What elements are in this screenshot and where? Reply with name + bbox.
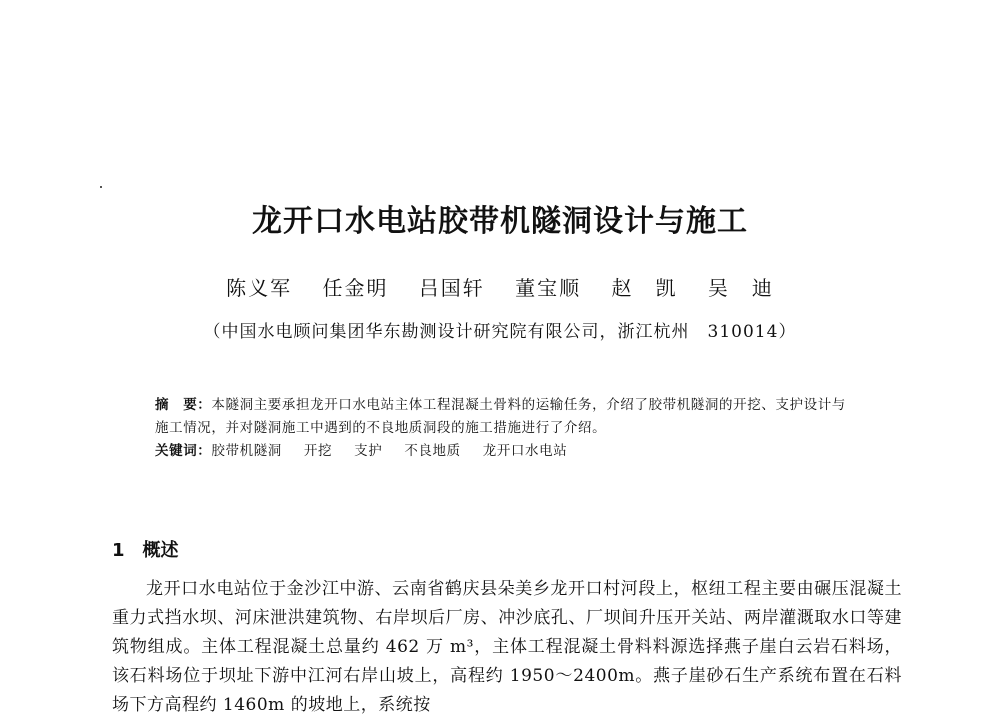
- abstract-text: 本隧洞主要承担龙开口水电站主体工程混凝土骨料的运输任务，介绍了胶带机隧洞的开挖、支护设计与施工情况，并对隧洞施工中遇到的不良地质洞段的施工措施进行了介绍。: [155, 397, 846, 436]
- author: 吕国轩: [418, 276, 485, 300]
- body-paragraph: 龙开口水电站位于金沙江中游、云南省鹤庆县朵美乡龙开口村河段上，枢纽工程主要由碾压混凝土重力式挡水坝、河床泄洪建筑物、右岸坝后厂房、冲沙底孔、厂坝间升压开关站、两岸灌溉取水口等建筑物组成。主体工程混凝土总量约 462 万 m³，主体工程混凝土骨料料源选择燕子崖白云岩石料场，该石料场位于坝址下游中江河右岸山坡上，高程约 1950～2400m。燕子崖砂石生产系统布置在石料场下方高程约 1460m 的坡地上，系统按: [112, 579, 902, 715]
- abstract-block: [155, 394, 855, 463]
- keywords-label: 关键词：: [155, 443, 212, 459]
- author: 任金明: [322, 276, 389, 300]
- keyword: 不良地质: [404, 443, 461, 459]
- author: 吴 迪: [707, 276, 774, 300]
- author: 赵 凯: [611, 276, 678, 300]
- keywords: [155, 440, 855, 463]
- keyword: 胶带机隧洞: [211, 443, 282, 459]
- section-number: 1: [112, 540, 125, 561]
- section-heading: [112, 536, 179, 562]
- scan-speck: [100, 186, 102, 188]
- paper-title: 龙开口水电站胶带机隧洞设计与施工: [252, 204, 748, 239]
- author-list: [0, 272, 1000, 301]
- abstract-label: 摘 要：: [155, 397, 212, 413]
- keyword: 开挖: [303, 443, 333, 459]
- affiliation: （中国水电顾问集团华东勘测设计研究院有限公司，浙江杭州 310014）: [203, 322, 797, 342]
- abstract: [155, 394, 855, 440]
- author: 陈义军: [226, 276, 293, 300]
- keyword: 龙开口水电站: [482, 443, 568, 459]
- author: 董宝顺: [515, 276, 582, 300]
- section-title: 概述: [142, 540, 179, 561]
- keyword: 支护: [354, 443, 383, 459]
